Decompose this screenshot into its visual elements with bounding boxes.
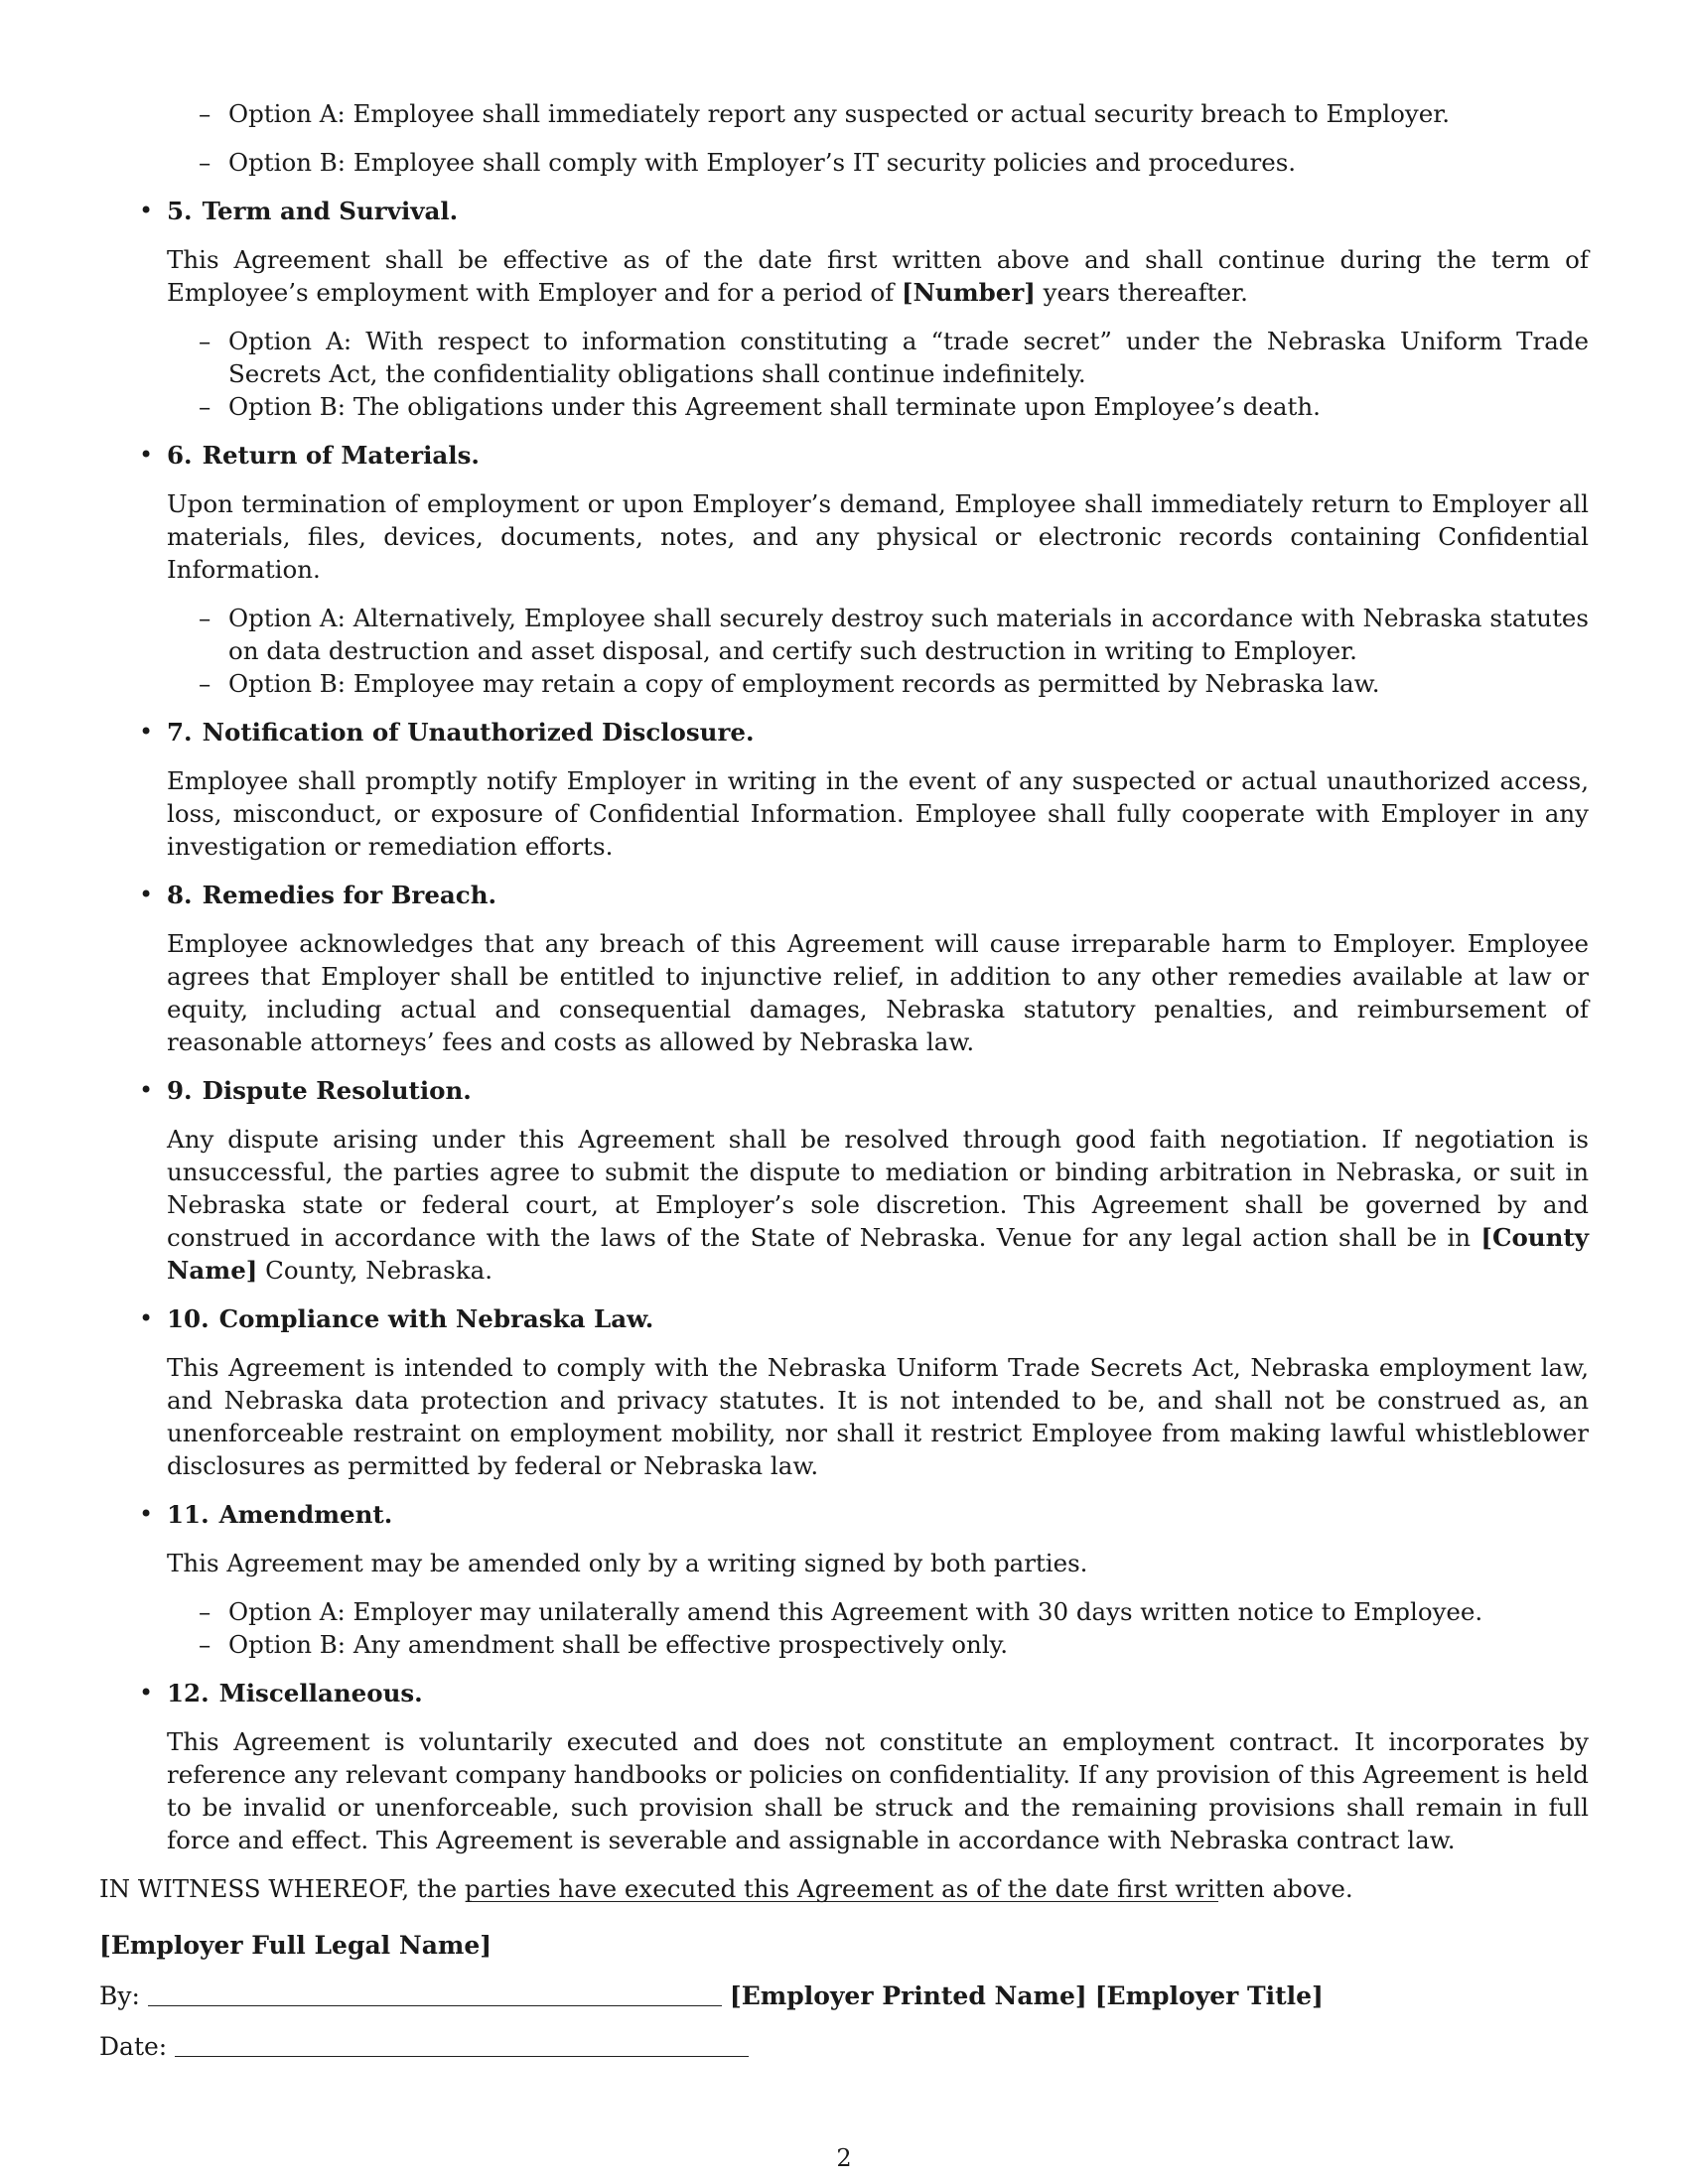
section-8 [99,879,1589,1058]
section-body: Upon termination of employment or upon Employer’s demand, Employee shall immediately return to Employer all materials, files, devices, documents, notes, and any physical or electronic records containing Confidential Information. [167,489,1589,584]
dash-marker: – [199,148,211,177]
body-text-part: Any dispute arising under this Agreement shall be resolved through good faith negotiation. If negotiation is unsuccessful, the parties agree to submit the dispute to mediation or binding arbitration in Nebraska, or suit in Nebraska state or federal court, at Employer’s sole discretion. This Agreement shall be governed by and construed in accordance with the laws of the State of Nebraska. Venue for any legal action shall be in [167,1125,1589,1252]
bullet-marker: • [139,441,154,469]
section-body: This Agreement is voluntarily executed and does not constitute an employment contract. It incorporates by reference any relevant company handbooks or policies on confidentiality. If any provision of this Agreement is held to be invalid or unenforceable, such provision shall be struck and the remaining provisions shall remain in full force and effect. This Agreement is severable and assignable in accordance with Nebraska contract law. [167,1727,1589,1854]
section-heading [167,195,1589,227]
dash-marker: – [199,1630,211,1659]
section-title: Term and Survival. [202,197,459,225]
by-label: By: [99,1981,140,2010]
security-options-list [199,97,1589,179]
section-body: Employee acknowledges that any breach of this Agreement will cause irreparable harm to Employer. Employee agrees that Employer shall be entitled to injunctive relief, in addition to any other remedies available at law or equity, including actual and consequential damages, Nebraska statutory penalties, and reimbursement of reasonable attorneys’ fees and costs as allowed by Nebraska law. [167,929,1589,1056]
section-heading [167,1677,1589,1709]
section-number: 7. [167,718,193,747]
section-number: 11. [167,1500,210,1529]
date-field[interactable] [175,2055,749,2057]
option-text: Option B: Any amendment shall be effective prospectively only. [228,1630,1009,1659]
employer-legal-name: [Employer Full Legal Name] [99,1931,492,1960]
section-number: 12. [167,1679,210,1707]
option-text: Option A: With respect to information constituting a “trade secret” under the Nebraska Uniform Trade Secrets Act, the confidentiality obligations shall continue indefinitely. [228,327,1589,388]
option-item [199,1628,1589,1661]
section-heading [167,1302,1589,1335]
body-text-part: County, Nebraska. [257,1256,492,1285]
dash-marker: – [199,669,211,698]
option-text: Option A: Employee shall immediately report any suspected or actual security breach to Employer. [228,99,1451,128]
option-item [199,667,1589,700]
option-text: Option B: Employee shall comply with Employer’s IT security policies and procedures. [228,148,1297,177]
dash-marker: – [199,604,211,632]
option-text: Option B: The obligations under this Agreement shall terminate upon Employee’s death. [228,392,1321,421]
section-6 [99,439,1589,700]
bullet-marker: • [139,1076,154,1104]
section-body [167,1123,1589,1287]
dash-marker: – [199,327,211,355]
signature-block [99,1926,1324,2078]
section-11 [99,1498,1589,1661]
section-body: This Agreement is intended to comply with the Nebraska Uniform Trade Secrets Act, Nebraska employment law, and Nebraska data protection and privacy statutes. It is not intended to be, and shall not be construed as, an unenforceable restraint on employment mobility, nor shall it restrict Employee from making lawful whistleblower disclosures as permitted by federal or Nebraska law. [167,1353,1589,1480]
section-heading [167,879,1589,911]
bullet-marker: • [139,881,154,908]
section-title: Dispute Resolution. [202,1076,472,1105]
placeholder-county-name: [County Name] [167,1223,1589,1285]
option-text: Option A: Alternatively, Employee shall securely destroy such materials in accordance with Nebraska statutes on data destruction and asset disposal, and certify such destruction in writing to Employer. [228,604,1589,665]
date-label: Date: [99,2032,168,2061]
section-7 [99,716,1589,863]
placeholder-number: [Number] [901,278,1036,307]
employer-title: [Employer Title] [1094,1981,1324,2010]
section-10 [99,1302,1589,1482]
employer-printed-name: [Employer Printed Name] [729,1981,1087,2010]
section-number: 9. [167,1076,193,1105]
section-5 [99,195,1589,423]
option-item [199,97,1589,130]
bullet-marker: • [139,718,154,746]
body-text-part: This Agreement shall be effective as of the date first written above and shall continue during the term of Employee’s employment with Employer and for a period of [167,245,1589,307]
page-number: 2 [836,2144,852,2172]
bullet-marker: • [139,1304,154,1332]
witness-clause: IN WITNESS WHEREOF, the parties have executed this Agreement as of the date first written above. [99,1874,1353,1903]
option-item [199,602,1589,667]
bullet-marker: • [139,1500,154,1528]
section-heading [167,1074,1589,1107]
section-9 [99,1074,1589,1287]
section-options-list [199,325,1589,423]
by-signature-field[interactable] [148,2004,722,2006]
section-body [167,243,1589,309]
section-12 [99,1677,1589,1856]
date-row [99,2027,1324,2078]
section-number: 6. [167,441,193,470]
option-text: Option B: Employee may retain a copy of employment records as permitted by Nebraska law. [228,669,1380,698]
dash-marker: – [199,1597,211,1626]
option-item [199,390,1589,423]
section-number: 10. [167,1304,210,1333]
option-text: Option A: Employer may unilaterally amend this Agreement with 30 days written notice to Employee. [228,1597,1483,1626]
section-options-list [199,1595,1589,1661]
bullet-marker: • [139,1679,154,1706]
option-item [199,146,1589,179]
section-heading [167,439,1589,472]
section-title: Miscellaneous. [218,1679,423,1707]
section-heading [167,716,1589,749]
section-body: This Agreement may be amended only by a writing signed by both parties. [167,1549,1088,1577]
signature-line [472,1901,1218,1902]
document-body [99,97,1589,1905]
section-number: 5. [167,197,193,225]
option-item [199,1595,1589,1628]
section-number: 8. [167,881,193,909]
section-title: Remedies for Breach. [202,881,497,909]
option-item [199,325,1589,390]
section-title: Notification of Unauthorized Disclosure. [202,718,755,747]
body-text-part: years thereafter. [1035,278,1248,307]
section-title: Amendment. [218,1500,393,1529]
section-body: Employee shall promptly notify Employer in writing in the event of any suspected or actual unauthorized access, loss, misconduct, or exposure of Confidential Information. Employee shall fully cooperate with Employer in any investigation or remediation efforts. [167,766,1589,861]
section-title: Return of Materials. [202,441,480,470]
dash-marker: – [199,392,211,421]
section-options-list [199,602,1589,700]
section-heading [167,1498,1589,1531]
by-row [99,1977,1324,2027]
bullet-marker: • [139,197,154,224]
dash-marker: – [199,99,211,128]
section-title: Compliance with Nebraska Law. [218,1304,654,1333]
